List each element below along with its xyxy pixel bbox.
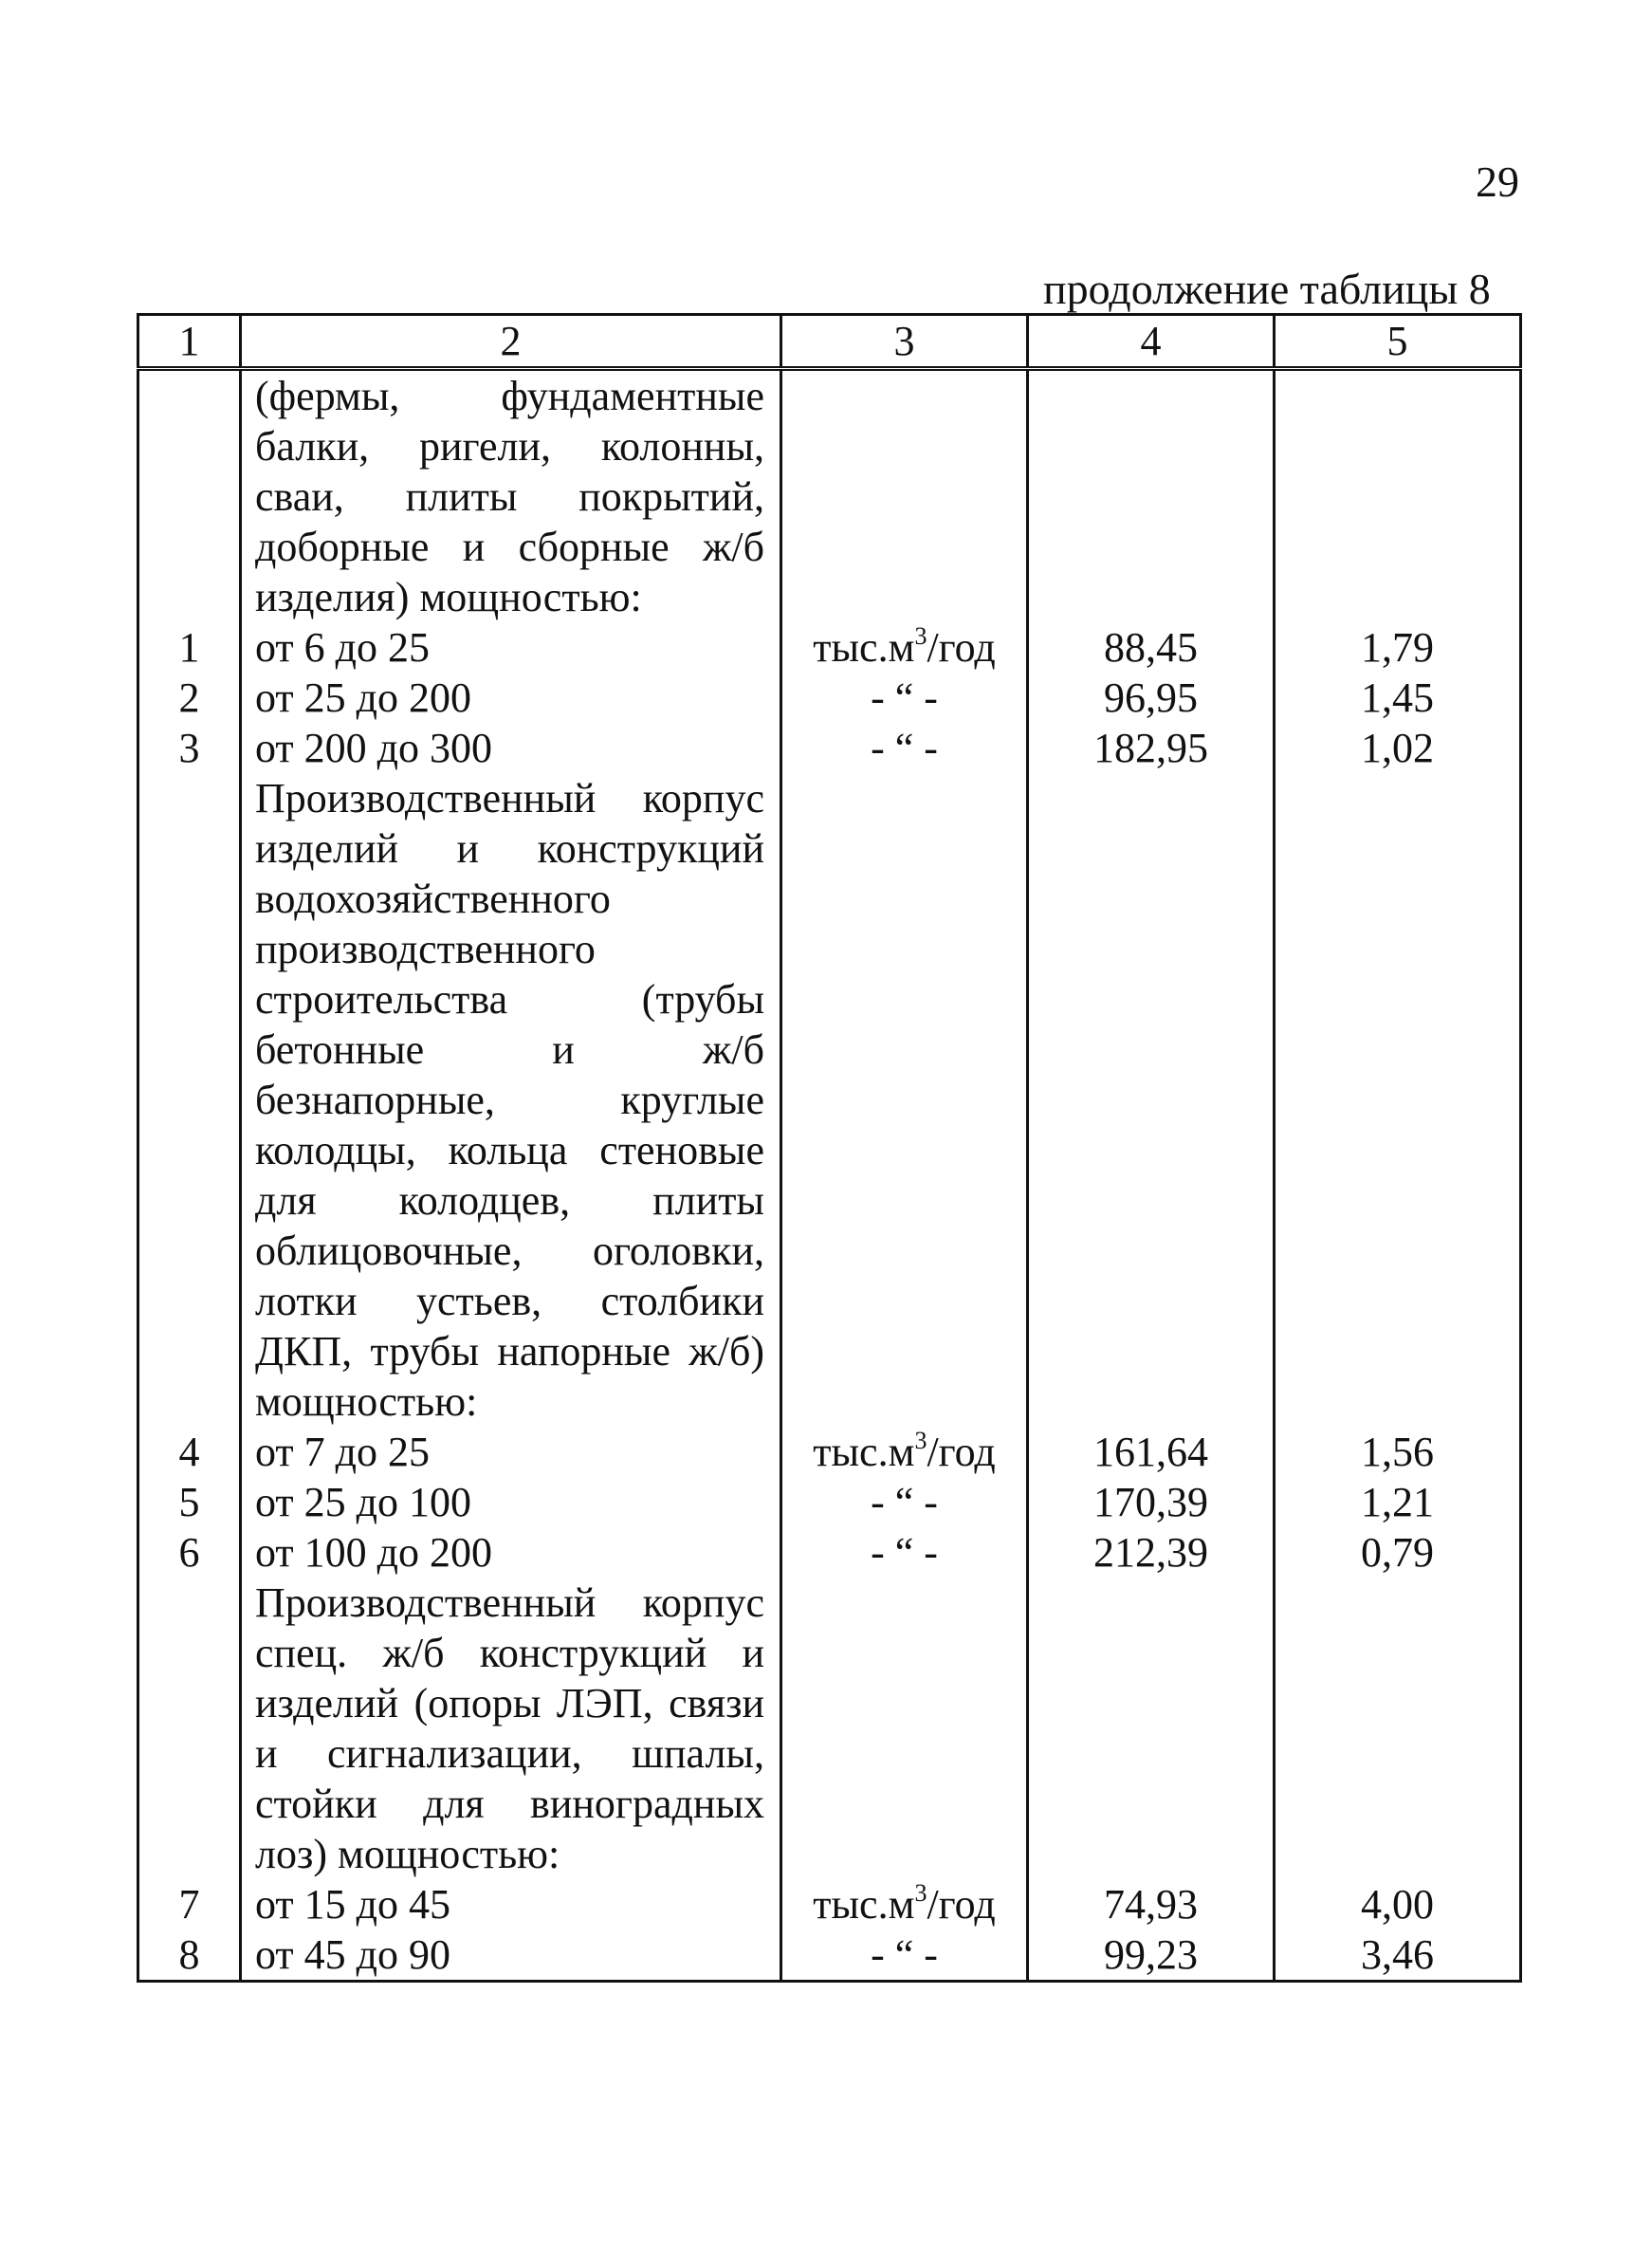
empty-cell xyxy=(781,773,1028,1427)
coefficient-value: 4,00 xyxy=(1275,1879,1521,1929)
capacity-range: от 25 до 100 xyxy=(241,1477,781,1527)
table-row xyxy=(138,1477,1521,1527)
empty-cell xyxy=(781,1578,1028,1879)
table-row xyxy=(138,673,1521,723)
cost-value: 99,23 xyxy=(1028,1929,1275,1982)
empty-cell xyxy=(138,369,241,623)
empty-cell xyxy=(1275,1578,1521,1879)
cost-value: 212,39 xyxy=(1028,1527,1275,1578)
row-number: 6 xyxy=(138,1527,241,1578)
table-row xyxy=(138,1929,1521,1982)
row-number: 3 xyxy=(138,723,241,773)
empty-cell xyxy=(1028,773,1275,1427)
capacity-range: от 15 до 45 xyxy=(241,1879,781,1929)
capacity-range: от 25 до 200 xyxy=(241,673,781,723)
row-number: 7 xyxy=(138,1879,241,1929)
coefficient-value: 1,56 xyxy=(1275,1427,1521,1477)
cost-value: 88,45 xyxy=(1028,622,1275,673)
empty-cell xyxy=(138,1578,241,1879)
empty-cell xyxy=(138,773,241,1427)
unit-cell xyxy=(781,1427,1028,1477)
unit-suffix: /год xyxy=(927,624,996,671)
capacity-range: от 7 до 25 xyxy=(241,1427,781,1477)
cost-value: 170,39 xyxy=(1028,1477,1275,1527)
column-header: 3 xyxy=(781,315,1028,369)
group-description-row xyxy=(138,369,1521,623)
table-row xyxy=(138,622,1521,673)
group-description: Производственный корпус изделий и конструкций водохозяйственного производственного строительства (трубы бетонные и ж/б безнапорные, круглые колодцы, кольца стеновые для колодцев, плиты облицовочные, оголовки, лотки устьев, столбики ДКП, трубы напорные ж/б) мощностью: xyxy=(241,773,781,1427)
group-description-row xyxy=(138,773,1521,1427)
table-row xyxy=(138,1879,1521,1929)
capacity-range: от 200 до 300 xyxy=(241,723,781,773)
ditto-mark: - “ - xyxy=(781,1477,1028,1527)
column-header: 2 xyxy=(241,315,781,369)
unit-exponent: 3 xyxy=(914,1879,927,1908)
column-header: 1 xyxy=(138,315,241,369)
ditto-mark: - “ - xyxy=(781,1527,1028,1578)
unit-cell xyxy=(781,622,1028,673)
cost-value: 96,95 xyxy=(1028,673,1275,723)
table-container xyxy=(137,313,1519,1983)
page-number: 29 xyxy=(1476,157,1519,206)
row-number: 1 xyxy=(138,622,241,673)
table-row xyxy=(138,723,1521,773)
coefficient-value: 1,02 xyxy=(1275,723,1521,773)
table-row xyxy=(138,1427,1521,1477)
column-header: 5 xyxy=(1275,315,1521,369)
coefficient-value: 1,79 xyxy=(1275,622,1521,673)
group-description-row xyxy=(138,1578,1521,1879)
group-description: (фермы, фундаментные балки, ригели, колонны, сваи, плиты покрытий, доборные и сборные ж/б изделия) мощностью: xyxy=(241,369,781,623)
table-row xyxy=(138,1527,1521,1578)
cost-value: 161,64 xyxy=(1028,1427,1275,1477)
empty-cell xyxy=(1275,773,1521,1427)
cost-value: 74,93 xyxy=(1028,1879,1275,1929)
row-number: 2 xyxy=(138,673,241,723)
empty-cell xyxy=(781,369,1028,623)
empty-cell xyxy=(1028,369,1275,623)
row-number: 5 xyxy=(138,1477,241,1527)
unit-prefix: тыс.м xyxy=(813,624,915,671)
coefficient-value: 0,79 xyxy=(1275,1527,1521,1578)
unit-suffix: /год xyxy=(927,1429,996,1475)
column-header: 4 xyxy=(1028,315,1275,369)
data-table xyxy=(137,313,1522,1983)
row-number: 4 xyxy=(138,1427,241,1477)
unit-exponent: 3 xyxy=(914,622,927,651)
coefficient-value: 1,45 xyxy=(1275,673,1521,723)
coefficient-value: 1,21 xyxy=(1275,1477,1521,1527)
table-header-row xyxy=(138,315,1521,369)
table-body xyxy=(138,369,1521,1982)
cost-value: 182,95 xyxy=(1028,723,1275,773)
unit-suffix: /год xyxy=(927,1881,996,1928)
unit-exponent: 3 xyxy=(914,1427,927,1455)
unit-cell xyxy=(781,1879,1028,1929)
empty-cell xyxy=(1275,369,1521,623)
capacity-range: от 45 до 90 xyxy=(241,1929,781,1982)
coefficient-value: 3,46 xyxy=(1275,1929,1521,1982)
group-description: Производственный корпус спец. ж/б конструкций и изделий (опоры ЛЭП, связи и сигнализации, шпалы, стойки для виноградных лоз) мощностью: xyxy=(241,1578,781,1879)
ditto-mark: - “ - xyxy=(781,723,1028,773)
table-continuation-label: продолжение таблицы 8 xyxy=(1043,265,1491,313)
capacity-range: от 6 до 25 xyxy=(241,622,781,673)
unit-prefix: тыс.м xyxy=(813,1429,915,1475)
ditto-mark: - “ - xyxy=(781,673,1028,723)
row-number: 8 xyxy=(138,1929,241,1982)
ditto-mark: - “ - xyxy=(781,1929,1028,1982)
empty-cell xyxy=(1028,1578,1275,1879)
capacity-range: от 100 до 200 xyxy=(241,1527,781,1578)
unit-prefix: тыс.м xyxy=(813,1881,915,1928)
